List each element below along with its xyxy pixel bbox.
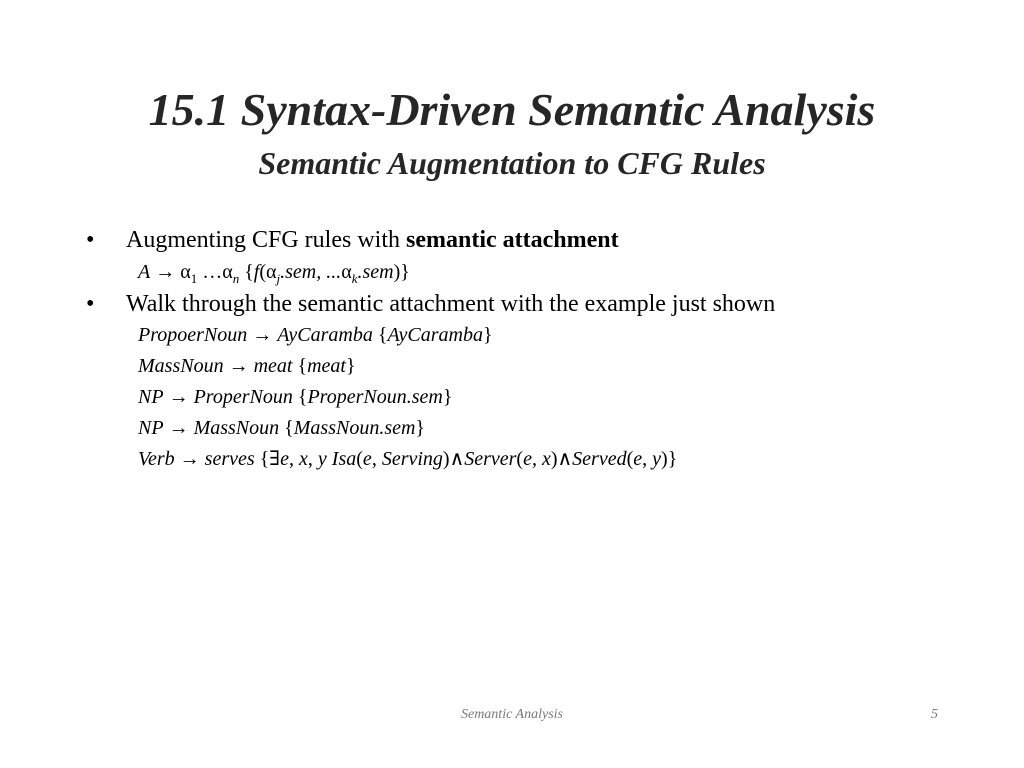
- rule-rhs: ProperNoun: [193, 386, 293, 408]
- rule-sem: AyCaramba: [387, 324, 483, 346]
- formula-alpha-1: α: [180, 261, 191, 283]
- rule-lhs: PropoerNoun: [138, 324, 248, 346]
- rule-line: [138, 415, 425, 441]
- formula-brace-open: {: [239, 261, 254, 283]
- rule-line: [138, 353, 356, 379]
- var-x: x: [299, 448, 308, 470]
- var-e: e: [280, 448, 290, 470]
- formula-sub-j: j: [276, 271, 281, 286]
- served-predicate: Served: [572, 448, 627, 470]
- rule-rhs: meat: [253, 355, 293, 377]
- comma: ,: [371, 448, 382, 470]
- formula-dots: …: [197, 261, 223, 283]
- slide-title: 15.1 Syntax-Driven Semantic Analysis: [148, 84, 876, 135]
- rule-brace-open: {: [279, 417, 294, 439]
- formula-alpha-n: α: [222, 261, 233, 283]
- isa-predicate: Isa: [326, 448, 357, 470]
- comma: ,: [307, 448, 318, 470]
- rule-brace-close: }: [415, 417, 426, 439]
- rule-brace-close: }: [345, 355, 356, 377]
- rule-rhs: MassNoun: [193, 417, 280, 439]
- verb-rule-rhs: serves: [204, 448, 255, 470]
- paren-close: ): [550, 448, 558, 470]
- rule-brace-close: }: [442, 386, 453, 408]
- rule-brace-open: {: [292, 386, 308, 408]
- rule-arrow: →: [168, 417, 189, 439]
- served-arg-y: y: [652, 448, 662, 470]
- paren-open: (: [516, 448, 524, 470]
- serving-term: Serving: [381, 448, 443, 470]
- formula-alpha-k: α: [341, 261, 352, 283]
- rule-lhs: MassNoun: [138, 355, 224, 377]
- server-args: e, x: [523, 448, 551, 470]
- exists-symbol: ∃: [269, 448, 281, 470]
- bullet-text: Augmenting CFG rules with: [126, 227, 406, 253]
- bullet-augmenting: [86, 225, 619, 255]
- page-number: 5: [931, 707, 938, 722]
- bullet-walk-through: [86, 289, 775, 319]
- general-rule-formula: [138, 259, 410, 285]
- comma: ,: [642, 448, 653, 470]
- rule-arrow: →: [228, 355, 249, 377]
- formula-sub-1: 1: [190, 271, 198, 286]
- served-arg-e: e: [633, 448, 643, 470]
- formula-arrow: →: [155, 261, 176, 283]
- formula-f: f: [253, 261, 260, 283]
- slide-subtitle: Semantic Augmentation to CFG Rules: [258, 145, 766, 181]
- bullet-marker: •: [86, 227, 95, 253]
- formula-sub-n: n: [232, 271, 240, 286]
- verb-rule-brace-open: {: [254, 448, 270, 470]
- verb-rule-line: [138, 446, 677, 472]
- rule-lhs: NP: [138, 386, 164, 408]
- verb-rule-lhs: Verb: [138, 448, 175, 470]
- rule-arrow: →: [252, 324, 273, 346]
- rule-rhs: AyCaramba: [277, 324, 373, 346]
- rule-sem: ProperNoun.sem: [307, 386, 443, 408]
- rule-brace-open: {: [292, 355, 308, 377]
- rule-line: [138, 322, 493, 348]
- rule-arrow: →: [168, 386, 189, 408]
- formula-sem-2: .sem: [357, 261, 394, 283]
- formula-lhs: A: [138, 261, 151, 283]
- formula-alpha-j: α: [266, 261, 277, 283]
- bullet-marker: •: [86, 291, 95, 317]
- formula-paren-open: (: [259, 261, 267, 283]
- rule-sem: MassNoun.sem: [293, 417, 416, 439]
- paren-open: (: [356, 448, 363, 470]
- formula-sub-k: k: [351, 271, 358, 286]
- server-predicate: Server: [464, 448, 517, 470]
- paren-open: (: [626, 448, 634, 470]
- isa-arg-e: e: [362, 448, 372, 470]
- bullet-bold-term: semantic attachment: [406, 227, 619, 253]
- bullet-text: Walk through the semantic attachment with the example just shown: [126, 291, 776, 317]
- verb-rule-arrow: →: [179, 448, 200, 470]
- and-symbol: ∧: [449, 448, 465, 470]
- rule-lhs: NP: [138, 417, 164, 439]
- verb-rule-close: )}: [661, 448, 678, 470]
- rule-sem: meat: [307, 355, 346, 377]
- rule-brace-open: {: [372, 324, 388, 346]
- comma: ,: [289, 448, 300, 470]
- var-y: y: [317, 448, 327, 470]
- and-symbol: ∧: [557, 448, 573, 470]
- formula-sem-1: .sem, ...: [280, 261, 342, 283]
- formula-close: )}: [393, 261, 410, 283]
- rule-brace-close: }: [483, 324, 493, 346]
- rule-line: [138, 384, 452, 410]
- paren-close: ): [442, 448, 450, 470]
- footer-label: Semantic Analysis: [460, 707, 563, 722]
